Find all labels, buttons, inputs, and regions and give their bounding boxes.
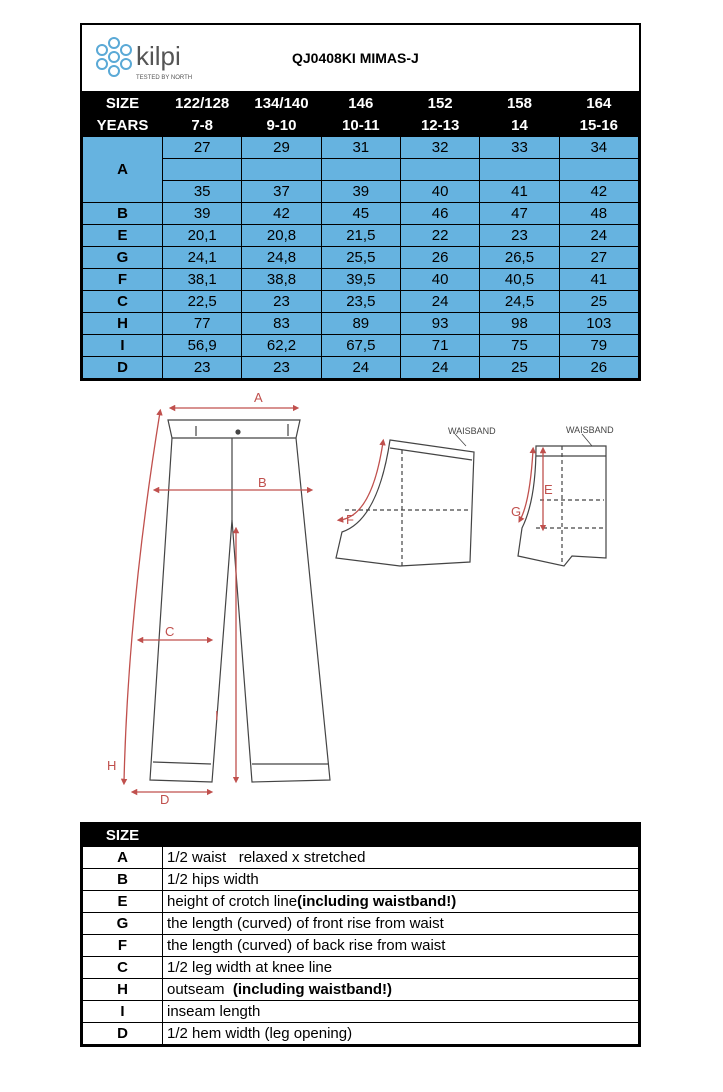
- legend-text: inseam length: [167, 1002, 261, 1020]
- legend-code: E: [83, 891, 163, 913]
- legend-row: [83, 847, 639, 869]
- measurement-value: 45: [321, 203, 400, 225]
- years-label: YEARS: [83, 115, 163, 137]
- measurement-value: 23: [242, 291, 321, 313]
- size-row: [83, 93, 639, 115]
- legend-description: [163, 957, 639, 979]
- label-i: I: [215, 708, 219, 723]
- measurement-code: [83, 181, 163, 203]
- measurement-value: 48: [559, 203, 638, 225]
- measurement-value: [400, 159, 479, 181]
- measurement-value: 27: [163, 137, 242, 159]
- measurement-value: 39: [163, 203, 242, 225]
- years-cell: 10-11: [321, 115, 400, 137]
- legend-row: [83, 979, 639, 1001]
- legend-row: [83, 913, 639, 935]
- measurement-value: 31: [321, 137, 400, 159]
- garment-diagrams: [0, 390, 723, 810]
- measurement-value: 25: [559, 291, 638, 313]
- size-table: [82, 92, 639, 379]
- measurement-row: [83, 291, 639, 313]
- measurement-row: [83, 247, 639, 269]
- measurement-value: 34: [559, 137, 638, 159]
- legend-row: [83, 869, 639, 891]
- measurement-value: 22: [400, 225, 479, 247]
- legend-row: [83, 891, 639, 913]
- measurement-value: 24: [559, 225, 638, 247]
- legend-rows: [83, 847, 639, 1045]
- legend-table: [82, 824, 639, 1045]
- measurement-row: [83, 357, 639, 379]
- measurement-code: [83, 137, 163, 159]
- product-title: QJ0408KI MIMAS-J: [292, 50, 419, 66]
- measurement-value: 67,5: [321, 335, 400, 357]
- measurement-value: 22,5: [163, 291, 242, 313]
- legend-description: [163, 847, 639, 869]
- measurement-value: 29: [242, 137, 321, 159]
- pants-labels: [107, 390, 267, 807]
- back-rise-drawing: [336, 440, 474, 566]
- measurement-row: [83, 137, 639, 159]
- years-cell: 15-16: [559, 115, 638, 137]
- measurement-value: 23: [242, 357, 321, 379]
- measurement-value: 62,2: [242, 335, 321, 357]
- legend-description: [163, 935, 639, 957]
- measurement-rows: [83, 137, 639, 379]
- measurement-value: 40: [400, 269, 479, 291]
- measurement-value: 39: [321, 181, 400, 203]
- measurement-value: 26: [559, 357, 638, 379]
- measurement-value: 20,8: [242, 225, 321, 247]
- measurement-value: 27: [559, 247, 638, 269]
- measurement-value: 24,1: [163, 247, 242, 269]
- measurement-value: 21,5: [321, 225, 400, 247]
- size-cell: 134/140: [242, 93, 321, 115]
- label-c: C: [165, 624, 175, 639]
- measurement-value: 23: [480, 225, 559, 247]
- measurement-value: 98: [480, 313, 559, 335]
- size-cell: 122/128: [163, 93, 242, 115]
- measurement-row: [83, 335, 639, 357]
- years-cell: 7-8: [163, 115, 242, 137]
- size-label: SIZE: [83, 93, 163, 115]
- legend-code: I: [83, 1001, 163, 1023]
- measurement-value: 79: [559, 335, 638, 357]
- size-cell: 164: [559, 93, 638, 115]
- measurement-value: 103: [559, 313, 638, 335]
- measurement-value: 24: [321, 357, 400, 379]
- measurement-value: 25,5: [321, 247, 400, 269]
- measurement-value: 42: [242, 203, 321, 225]
- legend-code: G: [83, 913, 163, 935]
- measurement-value: 24,8: [242, 247, 321, 269]
- waistband-label-front: WAISBAND: [566, 425, 614, 435]
- measurement-value: 40: [400, 181, 479, 203]
- measurement-code: E: [83, 225, 163, 247]
- legend-code: H: [83, 979, 163, 1001]
- measurement-value: 24: [400, 291, 479, 313]
- measurement-value: 42: [559, 181, 638, 203]
- measurement-value: 32: [400, 137, 479, 159]
- measurement-row: [83, 181, 639, 203]
- measurement-value: 83: [242, 313, 321, 335]
- legend-description: [163, 891, 639, 913]
- label-b: B: [258, 475, 267, 490]
- years-cell: 9-10: [242, 115, 321, 137]
- legend-description: [163, 1001, 639, 1023]
- pants-drawing: [150, 420, 330, 782]
- measurement-value: 38,1: [163, 269, 242, 291]
- legend-text: the length (curved) of back rise from waist: [167, 936, 446, 954]
- measurement-code: H: [83, 313, 163, 335]
- measurement-value: 93: [400, 313, 479, 335]
- legend-text: 1/2 waist relaxed x stretched: [167, 848, 366, 866]
- measurement-value: 77: [163, 313, 242, 335]
- measurement-value: 23: [163, 357, 242, 379]
- measurement-value: 37: [242, 181, 321, 203]
- measurement-value: 41: [559, 269, 638, 291]
- legend-code: B: [83, 869, 163, 891]
- legend-description: [163, 913, 639, 935]
- measurement-value: [242, 159, 321, 181]
- measurement-value: 40,5: [480, 269, 559, 291]
- measurement-row: [83, 269, 639, 291]
- measurement-value: 56,9: [163, 335, 242, 357]
- measurement-value: 26: [400, 247, 479, 269]
- measurement-code: F: [83, 269, 163, 291]
- measurement-value: 33: [480, 137, 559, 159]
- brand-name: kilpi: [136, 41, 181, 71]
- years-row: [83, 115, 639, 137]
- legend-emphasis: (including waistband!): [297, 892, 457, 910]
- legend-code: C: [83, 957, 163, 979]
- measurement-value: 23,5: [321, 291, 400, 313]
- legend-text: 1/2 hips width: [167, 870, 259, 888]
- measurement-value: 24: [400, 357, 479, 379]
- measurement-value: 47: [480, 203, 559, 225]
- label-e: E: [544, 482, 553, 497]
- size-chart: [80, 23, 641, 381]
- legend-row: [83, 935, 639, 957]
- front-rise-drawing: [518, 446, 606, 566]
- measurement-value: 46: [400, 203, 479, 225]
- label-a: A: [254, 390, 263, 405]
- waistband-label: WAISBAND: [448, 426, 496, 436]
- measurement-value: 38,8: [242, 269, 321, 291]
- measurement-value: 25: [480, 357, 559, 379]
- legend-description: [163, 869, 639, 891]
- brand-tagline: TESTED BY NORTH: [136, 75, 193, 81]
- legend-row: [83, 957, 639, 979]
- legend-title: SIZE: [83, 825, 163, 847]
- snowflake-icon: [97, 38, 131, 76]
- measurement-value: 89: [321, 313, 400, 335]
- legend-header: [83, 825, 639, 847]
- measurement-value: 75: [480, 335, 559, 357]
- legend-text: outseam: [167, 980, 233, 998]
- legend-header-blank: [163, 825, 639, 847]
- waistband-pointer-front: [582, 434, 592, 446]
- measurement-value: [321, 159, 400, 181]
- years-cell: 14: [480, 115, 559, 137]
- legend-text: the length (curved) of front rise from waist: [167, 914, 444, 932]
- legend-emphasis: (including waistband!): [232, 980, 393, 998]
- chart-header: [82, 25, 639, 92]
- legend-row: [83, 1001, 639, 1023]
- legend-text: 1/2 leg width at knee line: [167, 958, 333, 976]
- legend-text: height of crotch line: [167, 892, 298, 910]
- measure-f: [340, 442, 383, 520]
- measurement-code: G: [83, 247, 163, 269]
- years-cell: 12-13: [400, 115, 479, 137]
- measurement-value: 41: [480, 181, 559, 203]
- legend-code: D: [83, 1023, 163, 1045]
- measurement-row: [83, 313, 639, 335]
- measurement-value: 39,5: [321, 269, 400, 291]
- measurement-value: 35: [163, 181, 242, 203]
- measurement-value: 24,5: [480, 291, 559, 313]
- label-f: F: [346, 512, 354, 527]
- pants-measure-lines: [124, 408, 310, 792]
- measurement-code: B: [83, 203, 163, 225]
- measurement-code: D: [83, 357, 163, 379]
- measurement-value: 71: [400, 335, 479, 357]
- front-measure-lines: [520, 450, 543, 528]
- size-cell: 146: [321, 93, 400, 115]
- measurement-row: [83, 203, 639, 225]
- size-cell: 152: [400, 93, 479, 115]
- measurement-code: I: [83, 335, 163, 357]
- size-cell: 158: [480, 93, 559, 115]
- measurement-legend: [80, 822, 641, 1047]
- measurement-row: [83, 225, 639, 247]
- legend-description: [163, 1023, 639, 1045]
- legend-text: 1/2 hem width (leg opening): [167, 1024, 353, 1042]
- measurement-value: [163, 159, 242, 181]
- measurement-value: [480, 159, 559, 181]
- legend-code: A: [83, 847, 163, 869]
- legend-code: F: [83, 935, 163, 957]
- label-d: D: [160, 792, 170, 807]
- measurement-value: [559, 159, 638, 181]
- label-h: H: [107, 758, 117, 773]
- label-g: G: [511, 504, 522, 519]
- measurement-code: C: [83, 291, 163, 313]
- kilpi-logo: [92, 33, 197, 83]
- legend-row: [83, 1023, 639, 1045]
- measurement-value: 20,1: [163, 225, 242, 247]
- measurement-value: 26,5: [480, 247, 559, 269]
- legend-description: [163, 979, 639, 1001]
- measurement-row: [83, 159, 639, 181]
- measurement-code: A: [83, 159, 163, 181]
